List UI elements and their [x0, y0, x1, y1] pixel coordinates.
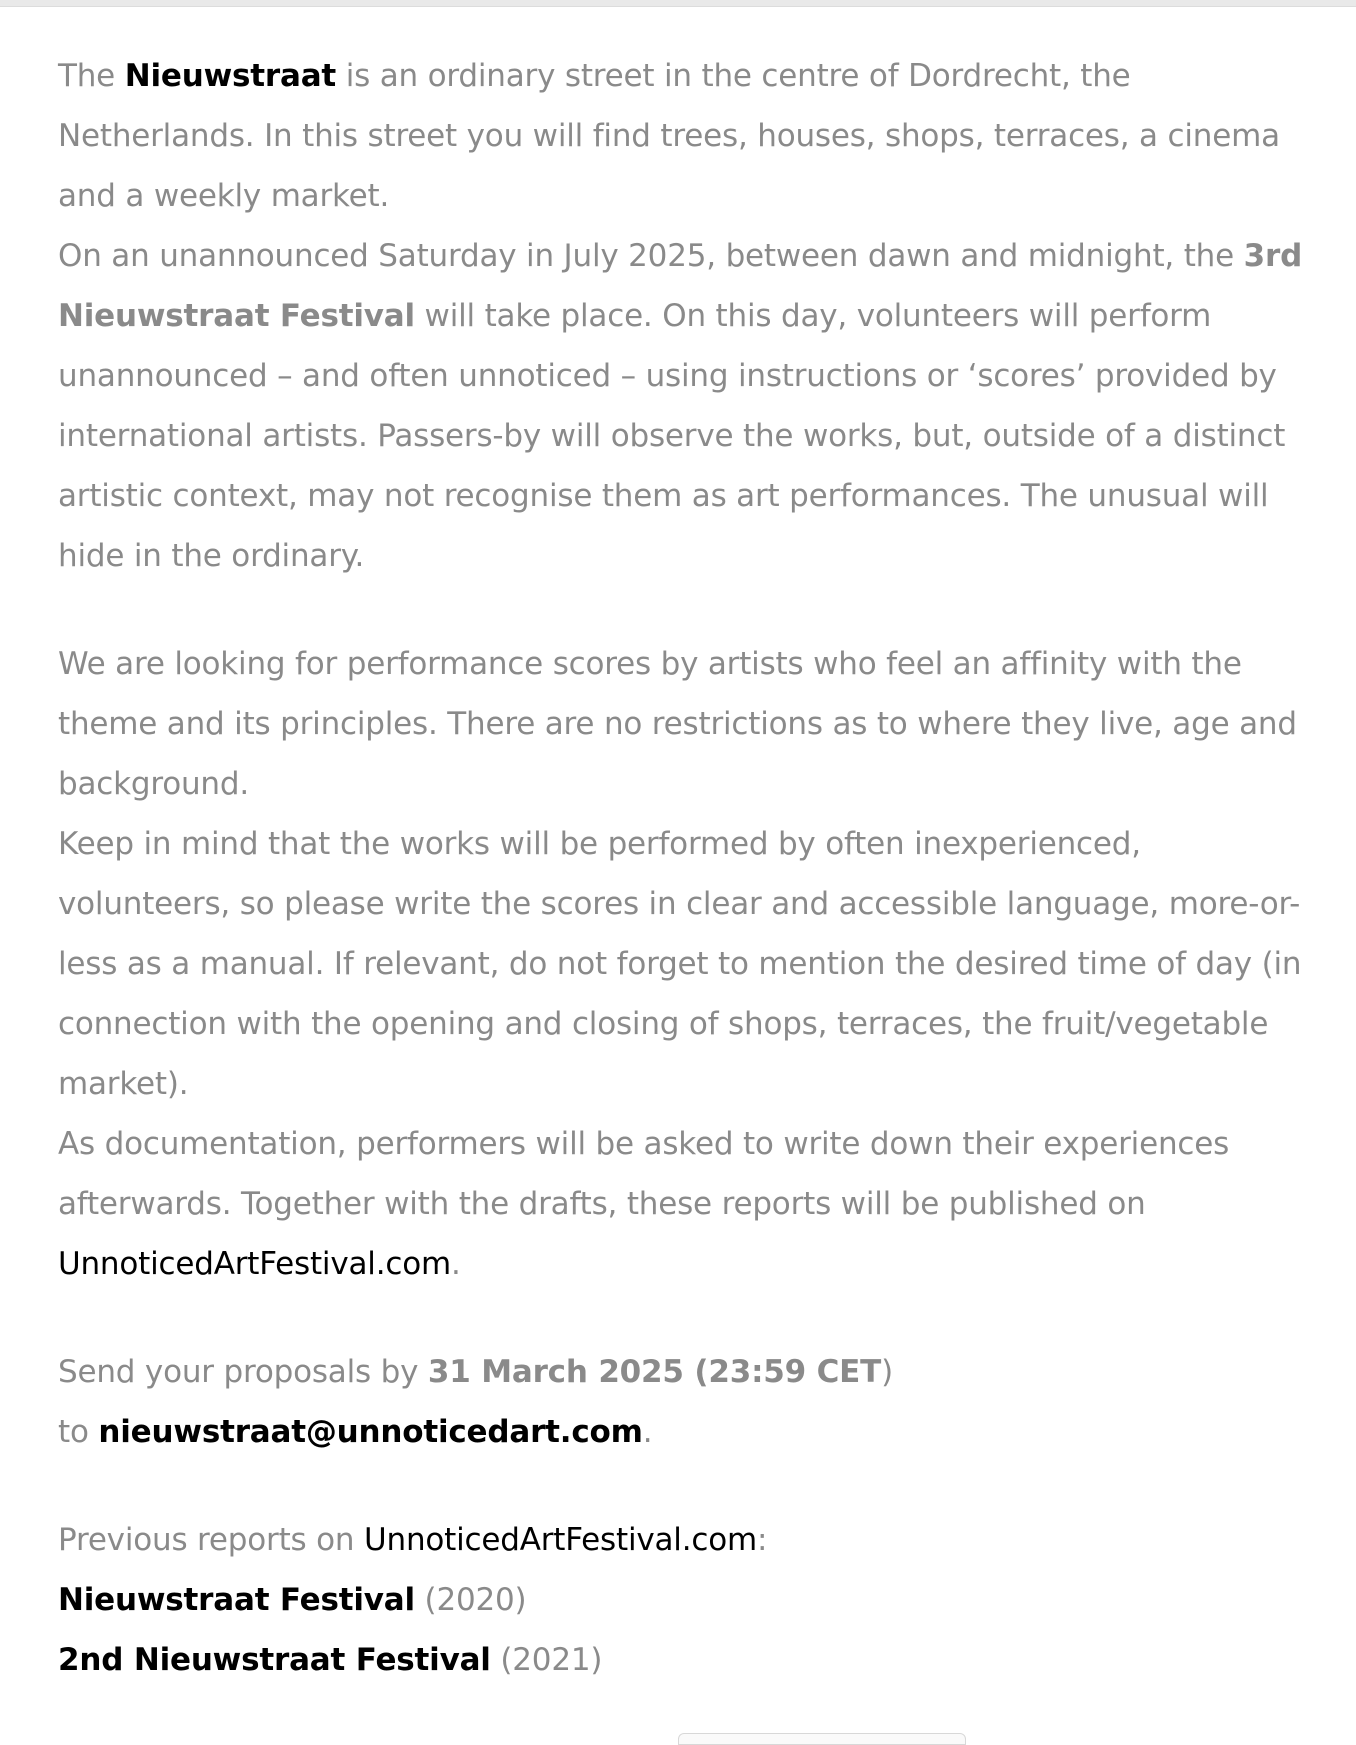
- report-link-2020[interactable]: Nieuwstraat Festival: [58, 1582, 415, 1618]
- email-line: [58, 1402, 1308, 1462]
- spacer: [58, 1462, 1308, 1510]
- report-year: (2021): [490, 1642, 603, 1678]
- intro-paragraph: [58, 46, 1308, 226]
- deadline-prefix: Send your proposals by: [58, 1354, 428, 1390]
- deadline-date: 31 March 2025 (23:59 CET: [427, 1354, 882, 1390]
- deadline-paren: ): [881, 1354, 894, 1390]
- site-link[interactable]: UnnoticedArtFestival.com: [58, 1246, 451, 1282]
- festival-paragraph: [58, 226, 1308, 586]
- documentation-text: As documentation, performers will be asked to write down their experiences afterwards. Together with the drafts, these reports will be published on: [58, 1126, 1230, 1222]
- festival-text-start: On an unannounced Saturday in July 2025, between dawn and midnight, the: [58, 238, 1244, 274]
- bottom-tab: [678, 1733, 966, 1745]
- festival-name: 3rd Nieuwstraat Festival: [58, 238, 1303, 334]
- documentation-paragraph: [58, 1114, 1308, 1294]
- period: .: [450, 1246, 461, 1282]
- period: .: [642, 1414, 653, 1450]
- intro-text-start: The: [58, 58, 125, 94]
- report-year: (2020): [414, 1582, 527, 1618]
- looking-for-paragraph: We are looking for performance scores by artists who feel an affinity with the theme and its principles. There are no restrictions as to where they live, age and background.: [58, 646, 1297, 802]
- deadline-line: [58, 1342, 1308, 1402]
- report-item: [58, 1630, 1308, 1690]
- keep-in-mind-paragraph: Keep in mind that the works will be performed by often inexperienced, volunteers, so please write the scores in clear and accessible language, more-or-less as a manual. If relevant, do not forget to mention the desired time of day (in connection with the opening and closing of shops, terraces, the fruit/vegetable market).: [58, 826, 1302, 1102]
- email-link[interactable]: nieuwstraat@unnoticedart.com: [98, 1414, 643, 1450]
- previous-reports-heading: [58, 1510, 1308, 1570]
- spacer: [58, 1294, 1308, 1342]
- colon: :: [756, 1522, 768, 1558]
- site-link[interactable]: UnnoticedArtFestival.com: [364, 1522, 757, 1558]
- email-prefix: to: [58, 1414, 99, 1450]
- article-body: [58, 46, 1308, 1690]
- report-item: [58, 1570, 1308, 1630]
- report-link-2021[interactable]: 2nd Nieuwstraat Festival: [58, 1642, 491, 1678]
- top-border: [0, 0, 1356, 7]
- intro-text-end: is an ordinary street in the centre of Dordrecht, the Netherlands. In this street you will find trees, houses, shops, terraces, a cinema and a weekly market.: [58, 58, 1280, 214]
- street-name: Nieuwstraat: [124, 58, 337, 94]
- previous-prefix: Previous reports on: [58, 1522, 365, 1558]
- festival-text-end: will take place. On this day, volunteers will perform unannounced – and often unnoticed – using instructions or ‘scores’ provided by international artists. Passers-by will observe the works, but, outside of a distinct artistic context, may not recognise them as art performances. The unusual will hide in the ordinary.: [58, 298, 1286, 574]
- spacer: [58, 586, 1308, 634]
